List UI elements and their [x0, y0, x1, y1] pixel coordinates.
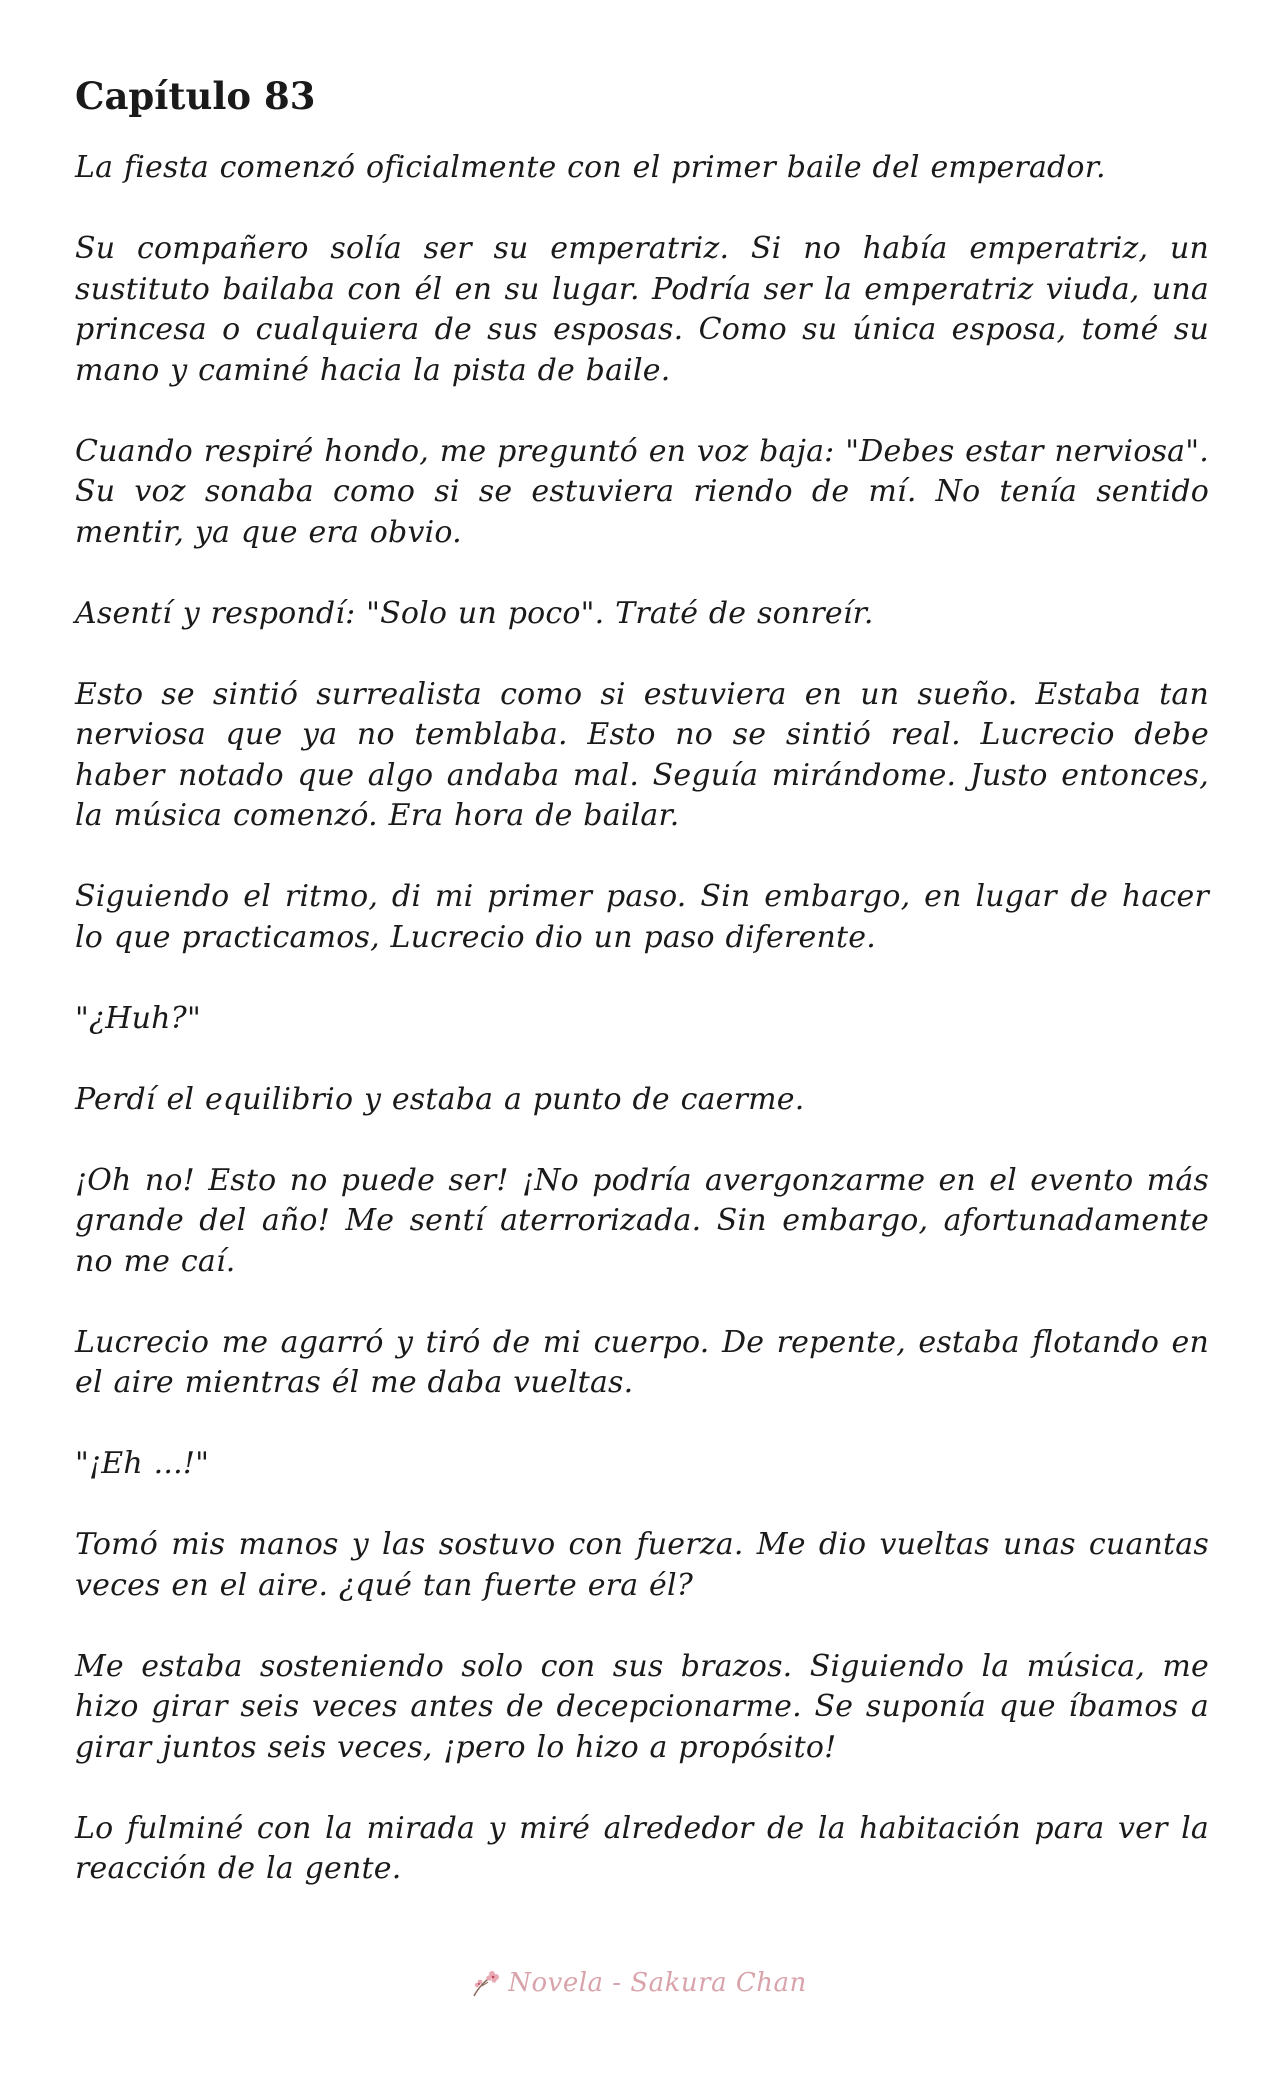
sakura-flower-icon [468, 1966, 502, 2000]
paragraph: Me estaba sosteniendo solo con sus brazos. Siguiendo la música, me hizo girar seis veces antes de decepcionarme. Se suponía que íbamos a girar juntos seis veces, ¡pero lo hizo a propósito! [75, 1648, 1209, 1765]
paragraph: Cuando respiré hondo, me preguntó en voz baja: "Debes estar nerviosa". Su voz sonaba como si se estuviera riendo de mí. No tenía sentido mentir, ya que era obvio. [75, 433, 1209, 550]
paragraph: "¿Huh?" [75, 1000, 201, 1036]
paragraph: Tomó mis manos y las sostuvo con fuerza. Me dio vueltas unas cuantas veces en el aire. ¿qué tan fuerte era él? [75, 1527, 1209, 1603]
paragraph: Lo fulminé con la mirada y miré alrededor de la habitación para ver la reacción de la gente. [75, 1810, 1209, 1887]
watermark-text: Novela - Sakura Chan [508, 1968, 807, 1998]
paragraph: Su compañero solía ser su emperatriz. Si no había emperatriz, un sustituto bailaba con él en su lugar. Podría ser la emperatriz viuda, una princesa o cualquiera de sus esposas. Como su única esposa, tomé su mano y caminé hacia la pista de baile. [75, 231, 1209, 388]
paragraph: ¡Oh no! Esto no puede ser! ¡No podría avergonzarme en el evento más grande del año! Me sentí aterrorizada. Sin embargo, afortunadamente no me caí. [75, 1162, 1209, 1279]
paragraph: Esto se sintió surrealista como si estuviera en un sueño. Estaba tan nerviosa que ya no temblaba. Esto no se sintió real. Lucrecio debe haber notado que algo andaba mal. Seguía mirándome. Justo entonces, la música comenzó. Era hora de bailar. [75, 676, 1209, 834]
paragraph: "¡Eh ...!" [75, 1446, 210, 1482]
paragraph: La fiesta comenzó oficialmente con el primer baile del emperador. [75, 150, 1106, 186]
paragraph: Perdí el equilibrio y estaba a punto de caerme. [75, 1081, 805, 1117]
paragraph: Asentí y respondí: "Solo un poco". Traté de sonreír. [75, 595, 874, 631]
paragraph: Siguiendo el ritmo, di mi primer paso. Sin embargo, en lugar de hacer lo que practicamos, Lucrecio dio un paso diferente. [75, 879, 1209, 955]
footer-watermark [0, 1966, 1275, 2005]
document-page [75, 72, 1209, 1930]
paragraph: Lucrecio me agarró y tiró de mi cuerpo. De repente, estaba flotando en el aire mientras él me daba vueltas. [75, 1324, 1209, 1401]
chapter-title: Capítulo 83 [75, 74, 316, 118]
